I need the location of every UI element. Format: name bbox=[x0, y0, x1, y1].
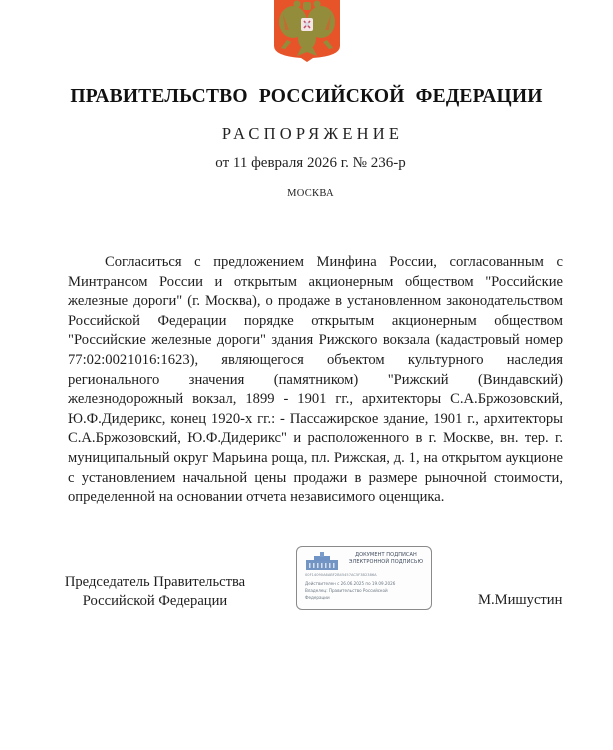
document-type: РАСПОРЯЖЕНИЕ bbox=[221, 124, 404, 143]
signer-position bbox=[60, 573, 250, 611]
coat-of-arms-emblem bbox=[273, 0, 341, 62]
stamp-certificate-number: 00F14090A6ABF2B45457AC5F3B2386A bbox=[305, 573, 377, 577]
government-title: ПРАВИТЕЛЬСТВО РОССИЙСКОЙ ФЕДЕРАЦИИ bbox=[70, 86, 543, 107]
signer-position-line-1: Председатель Правительства bbox=[64, 574, 246, 590]
signer-position-line-2: Российской Федерации bbox=[82, 593, 228, 609]
stamp-title-line-1: ДОКУМЕНТ ПОДПИСАН bbox=[355, 552, 417, 558]
document-city: МОСКВА bbox=[287, 188, 334, 199]
russian-coat-of-arms-icon bbox=[273, 0, 341, 62]
government-building-icon bbox=[306, 552, 338, 570]
order-body-text: Согласиться с предложением Минфина России, согласованным с Минтрансом России и открытым акционерным обществом "Российские железные дороги" (г. Москва), о продаже в установленном законодательством Российской Федерации порядке открытым акционерным обществом "Российские железные дороги" здания Рижского вокзала (кадастровый номер 77:02:0021016:1623), являющегося объектом культурного наследия регионального значения (памятником) "Рижский (Виндавский) железнодорожный вокзал, 1899 - 1901 гг., архитекторы С.А.Бржозовский, Ю.Ф.Дидерикс, конец 1920-х гг.: - Пассажирское здание, 1901 г., архитекторы С.А.Бржозовский, Ю.Ф.Дидерикс" и расположенного в г. Москве, вн. тер. г. муниципальный округ Марьина роща, пл. Рижская, д. 1, на открытом аукционе с установлением начальной цены продажи в размере рыночной стоимости, определенной на основании отчета независимого оценщика. bbox=[68, 254, 563, 506]
stamp-validity-period: Действителен с 26.06.2025 по 19.09.2026 bbox=[305, 581, 396, 586]
stamp-title-line-2: ЭЛЕКТРОННОЙ ПОДПИСЬЮ bbox=[348, 559, 424, 565]
stamp-owner-line-2: Федерации bbox=[305, 595, 330, 600]
document-date-number: от 11 февраля 2026 г. № 236-р bbox=[215, 155, 406, 171]
stamp-owner-line-1: Владелец: Правительство Российской bbox=[305, 588, 388, 593]
signer-name: М.Мишустин bbox=[478, 592, 563, 608]
stamp-title bbox=[343, 552, 429, 566]
electronic-signature-stamp bbox=[296, 546, 432, 610]
